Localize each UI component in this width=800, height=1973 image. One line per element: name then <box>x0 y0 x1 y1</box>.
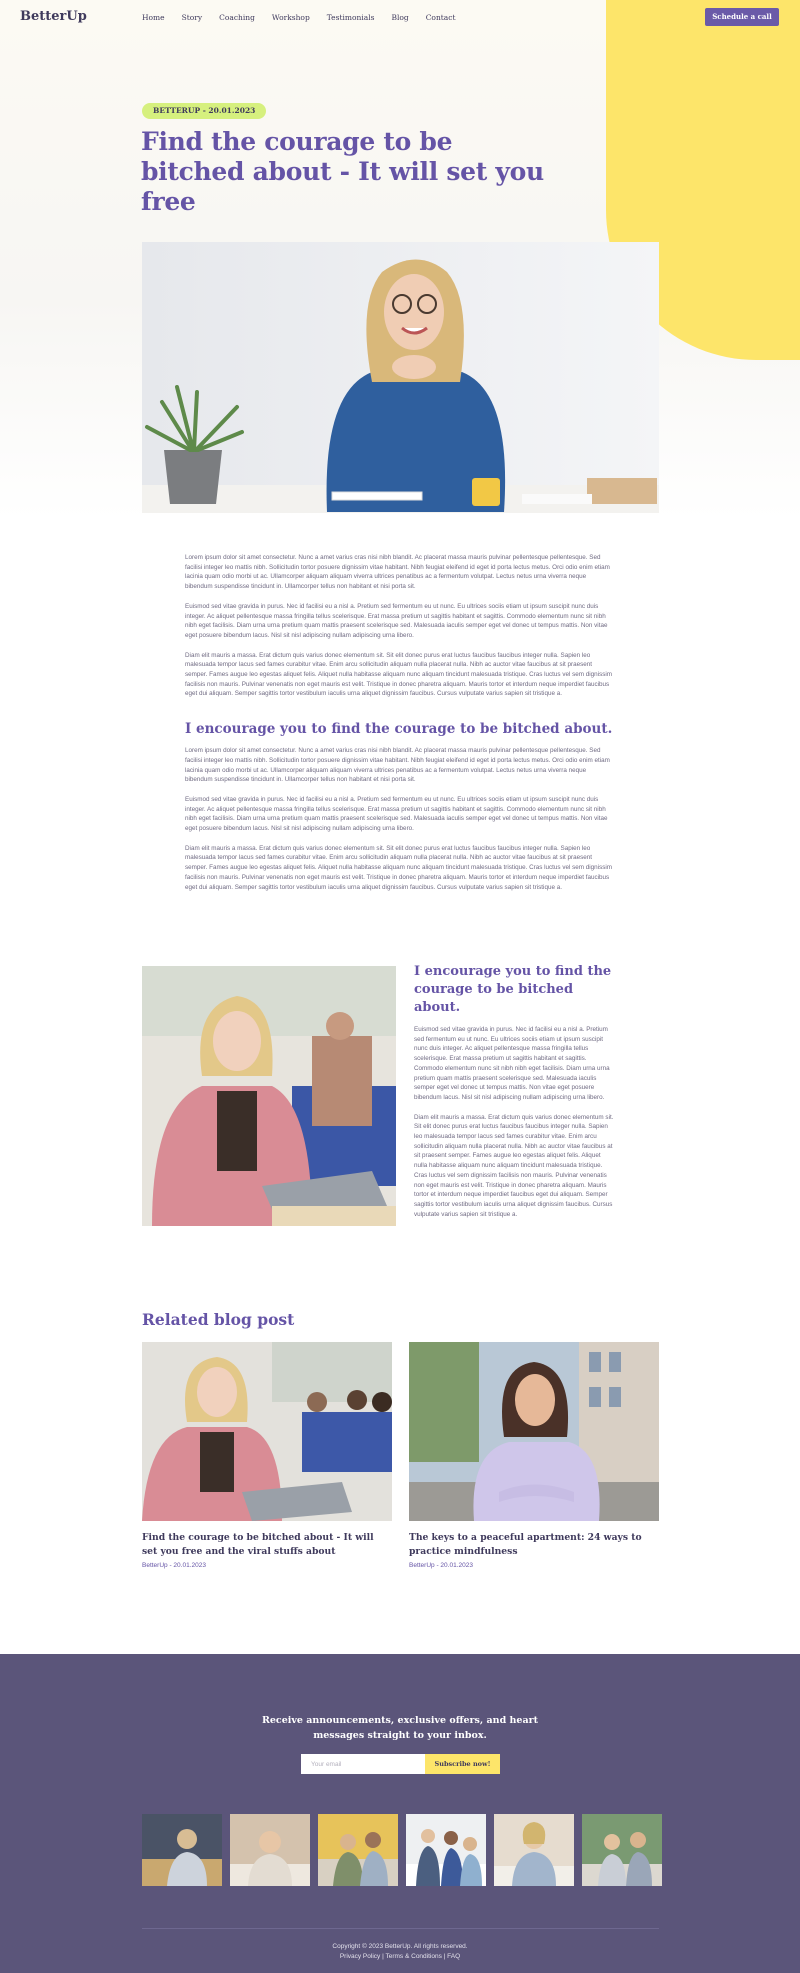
section-heading: I encourage you to find the courage to be bitched about. <box>185 721 613 738</box>
related-card-image[interactable] <box>142 1342 392 1521</box>
footer-divider <box>142 1928 659 1929</box>
legal-separator: | <box>382 1953 386 1960</box>
side-text-block <box>414 963 614 1229</box>
article-body <box>185 553 615 902</box>
gallery-photo[interactable] <box>318 1814 398 1886</box>
related-card-title[interactable]: Find the courage to be bitched about - It will set you free and the viral stuffs about <box>142 1532 374 1557</box>
terms-link[interactable]: Terms & Conditions <box>385 1953 442 1960</box>
newsletter-line: messages straight to your inbox. <box>313 1730 487 1741</box>
email-input[interactable] <box>301 1754 425 1774</box>
nav-contact[interactable]: Contact <box>425 13 456 22</box>
related-card-meta: BetterUp - 20.01.2023 <box>142 1562 206 1569</box>
privacy-policy-link[interactable]: Privacy Policy <box>339 1953 381 1960</box>
gallery-photo[interactable] <box>494 1814 574 1886</box>
side-image <box>142 966 396 1226</box>
article-paragraph: Diam elit mauris a massa. Erat dictum quis varius donec elementum sit. Sit elit donec purus erat luctus faucibus faucibus integer nulla. Sapien leo malesuada tempor lacus sed fames curabitur vitae. Enim arcu sollicitudin aliquam nulla placerat nulla. Nibh ac auctor vitae faucibus at sit praesent semper. Fames augue leo egestas aliquet felis. Aliquet nulla habitasse aliquam nunc aliquam tincidunt malesuada tristique. Cras luctus vel sem dignissim facilisis non mauris. Pulvinar venenatis non eget mauris est velit. Tristique in donec pharetra aliquam. Mauris tortor et interdum neque imperdiet faucibus eget dui aliquam. Semper sagittis tortor vestibulum iaculis urna aliquet dignissim faucibus. Cursus vulputate varius sapien sit tristique a. <box>185 651 613 698</box>
faq-link[interactable]: FAQ <box>447 1953 461 1960</box>
related-card[interactable] <box>409 1342 659 1569</box>
nav-home[interactable]: Home <box>142 13 165 22</box>
footer <box>0 1654 800 1973</box>
copyright-text: Copyright © 2023 BetterUp. All rights reserved. <box>332 1943 468 1950</box>
nav-coaching[interactable]: Coaching <box>219 13 255 22</box>
newsletter-text <box>0 1713 800 1743</box>
gallery-photo[interactable] <box>230 1814 310 1886</box>
side-paragraph: Diam elit mauris a massa. Erat dictum quis varius donec elementum sit. Sit elit donec purus erat luctus faucibus faucibus integer nulla. Sapien leo malesuada tempor lacus sed fames curabitur vitae. Enim arcu sollicitudin aliquam nulla placerat nulla. Nibh ac auctor vitae faucibus at sit praesent semper. Fames augue leo egestas aliquet felis. Aliquet nulla habitasse aliquam nunc aliquam tincidunt malesuada tristique. Cras luctus vel sem dignissim facilisis non mauris. Pulvinar venenatis non eget mauris est velit. Tristique in donec pharetra aliquam. Mauris tortor et interdum neque imperdiet faucibus eget dui aliquam. Semper sagittis tortor vestibulum iaculis urna aliquet dignissim faucibus. Cursus vulputate varius sapien sit tristique a. <box>414 1113 614 1218</box>
gallery-photo[interactable] <box>406 1814 486 1886</box>
article-paragraph: Euismod sed vitae gravida in purus. Nec id facilisi eu a nisl a. Pretium sed fermentum eu ut nunc. Eu ultrices sociis etiam ut ipsum suscipit nunc duis integer. Ac aliquet pellentesque massa fringilla tellus scelerisque. Erat massa pretium ut sagittis habitant et sagittis. Commodo elementum nunc sit nibh nibh eget facilisis. Diam urna urna pretium quam mattis praesent scelerisque sed. Malesuada iaculis semper eget vel donec ut tempus mattis. Non vitae eget posuere bibendum lacus. Nisl sit nisl adipiscing nullam adipiscing urna libero. <box>185 795 608 833</box>
article-paragraph: Euismod sed vitae gravida in purus. Nec id facilisi eu a nisl a. Pretium sed fermentum eu ut nunc. Eu ultrices sociis etiam ut ipsum suscipit nunc duis integer. Ac aliquet pellentesque massa fringilla tellus scelerisque. Erat massa pretium ut sagittis habitant et sagittis. Commodo elementum nunc sit nibh nibh eget facilisis. Diam urna urna pretium quam mattis praesent scelerisque sed. Malesuada iaculis semper eget vel donec ut tempus mattis. Non vitae eget posuere bibendum lacus. Nisl sit nisl adipiscing nullam adipiscing urna libero. <box>185 602 608 639</box>
related-heading: Related blog post <box>142 1310 295 1329</box>
nav-testimonials[interactable]: Testimonials <box>326 13 375 22</box>
main-menu <box>142 13 455 22</box>
related-card-image[interactable] <box>409 1342 659 1521</box>
gallery-photo[interactable] <box>582 1814 662 1886</box>
page-title: Find the courage to be bitched about - It will set you free <box>141 127 544 216</box>
nav-story[interactable]: Story <box>181 13 203 22</box>
article-paragraph: Diam elit mauris a massa. Erat dictum quis varius donec elementum sit. Sit elit donec purus erat luctus faucibus faucibus integer nulla. Sapien leo malesuada tempor lacus sed fames curabitur vitae. Enim arcu sollicitudin aliquam nulla placerat nulla. Nibh ac auctor vitae faucibus at sit praesent semper. Fames augue leo egestas aliquet felis. Aliquet nulla habitasse aliquam nunc aliquam tincidunt malesuada tristique. Cras luctus vel sem dignissim facilisis non mauris. Pulvinar venenatis non eget mauris est velit. Tristique in donec pharetra aliquam. Mauris tortor et interdum neque imperdiet faucibus eget dui aliquam. Semper sagittis tortor vestibulum iaculis urna aliquet dignissim faucibus. Cursus vulputate varius sapien sit tristique a. <box>185 844 613 891</box>
side-paragraph: Euismod sed vitae gravida in purus. Nec id facilisi eu a nisl a. Pretium sed fermentum eu ut nunc. Eu ultrices sociis etiam ut ipsum suscipit nunc duis integer. Ac aliquet pellentesque massa fringilla tellus scelerisque. Erat massa pretium ut sagittis habitant et sagittis. Commodo elementum nunc sit nibh nibh eget facilisis. Diam urna urna pretium quam mattis praesent scelerisque sed. Malesuada iaculis semper eget vel donec ut tempus mattis. Non vitae eget posuere bibendum lacus. Nisl sit nisl adipiscing nullam adipiscing urna libero. <box>414 1026 610 1101</box>
schedule-call-button[interactable]: Schedule a call <box>705 8 779 26</box>
nav-blog[interactable]: Blog <box>391 13 409 22</box>
legal-separator: | <box>443 1953 448 1960</box>
hero-image <box>142 242 659 513</box>
legal-links <box>0 1953 800 1960</box>
related-card[interactable] <box>142 1342 392 1569</box>
related-card-title[interactable]: The keys to a peaceful apartment: 24 ways to practice mindfulness <box>409 1532 642 1557</box>
article-paragraph: Lorem ipsum dolor sit amet consectetur. Nunc a amet varius cras nisi nibh blandit. Ac placerat massa mauris pulvinar pellentesque pellentesque. Sed facilisi integer leo mattis nibh. Sollicitudin tortor posuere dignissim vitae habitant. Nibh feugiat eleifend id eget id porta lectus metus. Orci odio enim etiam lacinia quam odio morbi ut ac. Ullamcorper aliquam aliquam viverra ultrices penatibus ac a fermentum volutpat. Lectus netus urna viverra neque bibendum suspendisse tincidunt in. Ullamcorper tellus non habitant et nisi porta sit. <box>185 554 610 591</box>
article-paragraph: Lorem ipsum dolor sit amet consectetur. Nunc a amet varius cras nisi nibh blandit. Ac placerat massa mauris pulvinar pellentesque pellentesque. Sed facilisi integer leo mattis nibh. Sollicitudin tortor posuere dignissim vitae habitant. Nibh feugiat eleifend id eget id porta lectus metus. Orci odio enim etiam lacinia quam odio morbi ut ac. Ullamcorper aliquam aliquam viverra ultrices penatibus ac a fermentum volutpat. Lectus netus urna viverra neque bibendum suspendisse tincidunt in. Ullamcorper tellus non habitant et nisi porta sit. <box>185 747 610 784</box>
newsletter-line: Receive announcements, exclusive offers, and heart <box>261 1715 539 1726</box>
top-nav <box>0 0 800 36</box>
related-card-meta: BetterUp - 20.01.2023 <box>409 1562 473 1569</box>
logo[interactable]: BetterUp <box>20 9 87 24</box>
side-heading: I encourage you to find the courage to be bitched about. <box>414 964 612 1015</box>
post-tag-badge: BETTERUP - 20.01.2023 <box>142 103 266 119</box>
gallery-photo[interactable] <box>142 1814 222 1886</box>
subscribe-button[interactable]: Subscribe now! <box>425 1754 500 1774</box>
photo-gallery <box>142 1814 662 1886</box>
nav-workshop[interactable]: Workshop <box>271 13 310 22</box>
